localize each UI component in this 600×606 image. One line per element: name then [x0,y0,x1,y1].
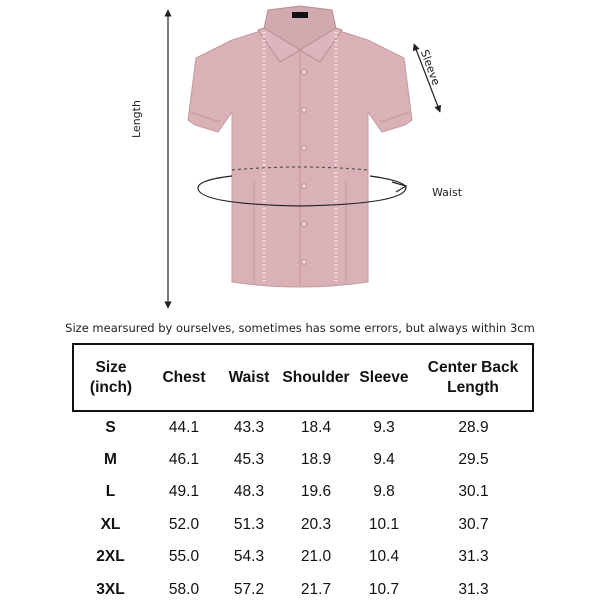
measurement-cell: 54.3 [220,541,278,574]
table-row [73,411,533,444]
measurement-cell: 21.0 [278,541,354,574]
size-cell: M [73,444,148,477]
measurement-cell: 30.1 [414,476,533,509]
size-cell: 3XL [73,574,148,606]
measurement-cell: 58.0 [148,574,220,606]
column-header: Chest [148,344,220,411]
measurement-cell: 55.0 [148,541,220,574]
table-row [73,444,533,477]
column-header: Size (inch) [73,344,148,411]
measurement-cell: 46.1 [148,444,220,477]
measurement-cell: 48.3 [220,476,278,509]
table-row [73,476,533,509]
measurement-cell: 31.3 [414,541,533,574]
size-cell: S [73,411,148,444]
measurement-cell: 49.1 [148,476,220,509]
measurement-cell: 10.1 [354,509,414,542]
waist-label: Waist [432,186,462,199]
measurement-cell: 9.4 [354,444,414,477]
measurement-cell: 9.8 [354,476,414,509]
measurement-cell: 28.9 [414,411,533,444]
measurement-cell: 29.5 [414,444,533,477]
column-header: Sleeve [354,344,414,411]
shirt-illustration [188,6,412,287]
size-cell: XL [73,509,148,542]
measurement-cell: 20.3 [278,509,354,542]
column-header: Shoulder [278,344,354,411]
measurement-cell: 19.6 [278,476,354,509]
sleeve-label: Sleeve [418,48,443,87]
size-chart-table [72,343,534,606]
measurement-cell: 43.3 [220,411,278,444]
measurement-note: Size mearsured by ourselves, sometimes has some errors, but always within 3cm [0,321,600,335]
table-header-row [73,344,533,411]
table-row [73,541,533,574]
measurement-cell: 21.7 [278,574,354,606]
column-header: Center Back Length [414,344,533,411]
measurement-cell: 44.1 [148,411,220,444]
measurement-cell: 18.4 [278,411,354,444]
table-body [73,411,533,606]
measurement-cell: 10.4 [354,541,414,574]
size-cell: L [73,476,148,509]
table-row [73,574,533,606]
column-header: Waist [220,344,278,411]
measurement-cell: 31.3 [414,574,533,606]
measurement-cell: 18.9 [278,444,354,477]
length-label: Length [130,100,143,138]
measurement-cell: 51.3 [220,509,278,542]
size-cell: 2XL [73,541,148,574]
measurement-cell: 10.7 [354,574,414,606]
measurement-cell: 9.3 [354,411,414,444]
table-row [73,509,533,542]
measurement-cell: 45.3 [220,444,278,477]
measurement-cell: 57.2 [220,574,278,606]
measurement-cell: 52.0 [148,509,220,542]
measurement-cell: 30.7 [414,509,533,542]
